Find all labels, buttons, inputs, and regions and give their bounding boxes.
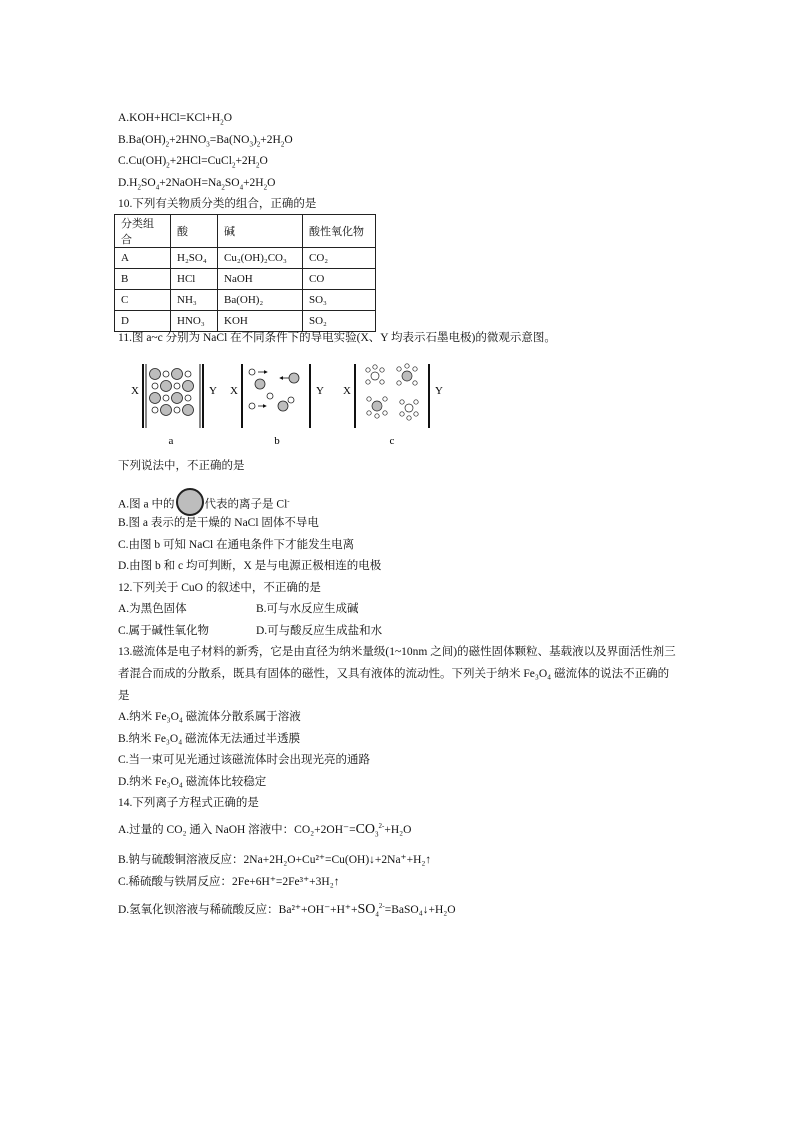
electrode-y-label: Y [316, 385, 324, 397]
table-cell: HCl [171, 269, 218, 290]
table-header: 碱 [218, 215, 303, 248]
electrode-x-label: X [343, 385, 351, 397]
table-cell: SO₂ [303, 311, 376, 332]
table-header: 分类组合 [115, 215, 171, 248]
electrode-x-label: X [131, 385, 139, 397]
moving-ions [249, 369, 299, 411]
table-row [115, 311, 376, 332]
electrode-x-label: X [230, 385, 238, 397]
diagram-a [131, 364, 217, 447]
q9-option-d: $D.H_2SO_4+2NaOH=Na_2SO_4+2H_2O$ [118, 177, 276, 192]
table-header-row [115, 215, 376, 248]
q12-option-b: B.可与水反应生成碱 [256, 603, 359, 615]
q12-option-c: C.属于碱性氧化物 [118, 625, 210, 637]
table-row [115, 290, 376, 311]
table-cell: H₂SO₄ [171, 248, 218, 269]
q11-option-b: B.图 a 表示的是干燥的 NaCl 固体不导电 [118, 517, 319, 529]
electrode-y-label: Y [435, 385, 443, 397]
table-header: 酸性氧化物 [303, 215, 376, 248]
q13-option-c: C.当一束可见光通过该磁流体时会出现光亮的通路 [118, 754, 371, 766]
nacl-lattice [150, 369, 194, 416]
q12-stem: 12.下列关于 CuO 的叙述中，不正确的是 [118, 582, 321, 594]
hydrated-ions [366, 364, 418, 420]
q14-stem: 14.下列离子方程式正确的是 [118, 797, 259, 809]
table-cell: NH₃ [171, 290, 218, 311]
table-cell: A [115, 248, 171, 269]
diagram-c [343, 364, 443, 447]
table-cell: Ba(OH)₂ [218, 290, 303, 311]
q11-option-a: A.图 a 中的 代表的离子是 Cl- [118, 494, 290, 516]
diagram-label-a: a [168, 435, 174, 447]
table-cell: HNO₃ [171, 311, 218, 332]
large-ion-icon [176, 488, 204, 516]
q13-option-d: D.纳米 Fe₃O₄ 磁流体比较稳定 [118, 776, 267, 788]
table-cell: NaOH [218, 269, 303, 290]
q10-classification-table [114, 214, 376, 332]
q11-stem: 11.图 a~c 分别为 NaCl 在不同条件下的导电实验(X、Y 均表示石墨电极)的微观示意图。 [118, 332, 556, 344]
table-row [115, 248, 376, 269]
q13-option-b: B.纳米 Fe₃O₄ 磁流体无法通过半透膜 [118, 733, 301, 745]
q13-option-a: A.纳米 Fe₃O₄ 磁流体分散系属于溶液 [118, 711, 301, 723]
table-cell: KOH [218, 311, 303, 332]
q11-lead: 下列说法中，不正确的是 [118, 460, 245, 472]
table-cell: Cu₂(OH)₂CO₃ [218, 248, 303, 269]
table-cell: SO₃ [303, 290, 376, 311]
q14-option-a: A.过量的 CO₂ 通入 NaOH 溶液中：$CO_2+2OH^-=CO_3^{2-}+H_2O$ [118, 822, 412, 839]
table-row [115, 269, 376, 290]
q14-option-b: B.钠与硫酸铜溶液反应：2Na+2H₂O+Cu²⁺=Cu(OH)↓+2Na⁺+H₂↑ [118, 854, 432, 866]
diagram-label-b: b [274, 435, 280, 447]
q11-option-d: D.由图 b 和 c 均可判断，X 是与电源正极相连的电极 [118, 560, 382, 572]
q14-option-d: D.氢氧化钡溶液与稀硫酸反应：$Ba^{2+}+OH^-+H^++SO_4^{2-}=BaSO_4↓+H_2O$ [118, 902, 456, 919]
q9-option-b: $B.Ba(OH)_2+2HNO_3=Ba(NO_3)_2+2H_2O$ [118, 134, 293, 149]
table-cell: B [115, 269, 171, 290]
table-header: 酸 [171, 215, 218, 248]
electrode-y-label: Y [209, 385, 217, 397]
q9-option-a: $A.KOH+HCl=KCl+H_2O$ [118, 112, 233, 127]
table-cell: CO₂ [303, 248, 376, 269]
diagram-label-c: c [389, 435, 395, 447]
table-cell: C [115, 290, 171, 311]
q13-stem: 13.磁流体是电子材料的新秀，它是由直径为纳米量级(1~10nm 之间)的磁性固体颗粒、基载液以及界面活性剂三者混合而成的分散系，既具有固体的磁性，又具有液体的流动性。下列关于纳米 Fe₃O₄ 磁流体的说法不正确的是 [118, 646, 676, 702]
q14-option-c: C.稀硫酸与铁屑反应：2Fe+6H⁺=2Fe³⁺+3H₂↑ [118, 876, 340, 888]
nacl-conduction-diagrams [125, 356, 455, 448]
q9-option-c: $C.Cu(OH)_2+2HCl=CuCl_2+2H_2O$ [118, 155, 268, 170]
table-cell: CO [303, 269, 376, 290]
table-cell: D [115, 311, 171, 332]
q12-option-d: D.可与酸反应生成盐和水 [256, 625, 383, 637]
diagram-b [230, 364, 324, 447]
q10-stem: 10.下列有关物质分类的组合，正确的是 [118, 198, 317, 210]
q11-option-c: C.由图 b 可知 NaCl 在通电条件下才能发生电离 [118, 539, 355, 551]
q12-option-a: A.为黑色固体 [118, 603, 187, 615]
